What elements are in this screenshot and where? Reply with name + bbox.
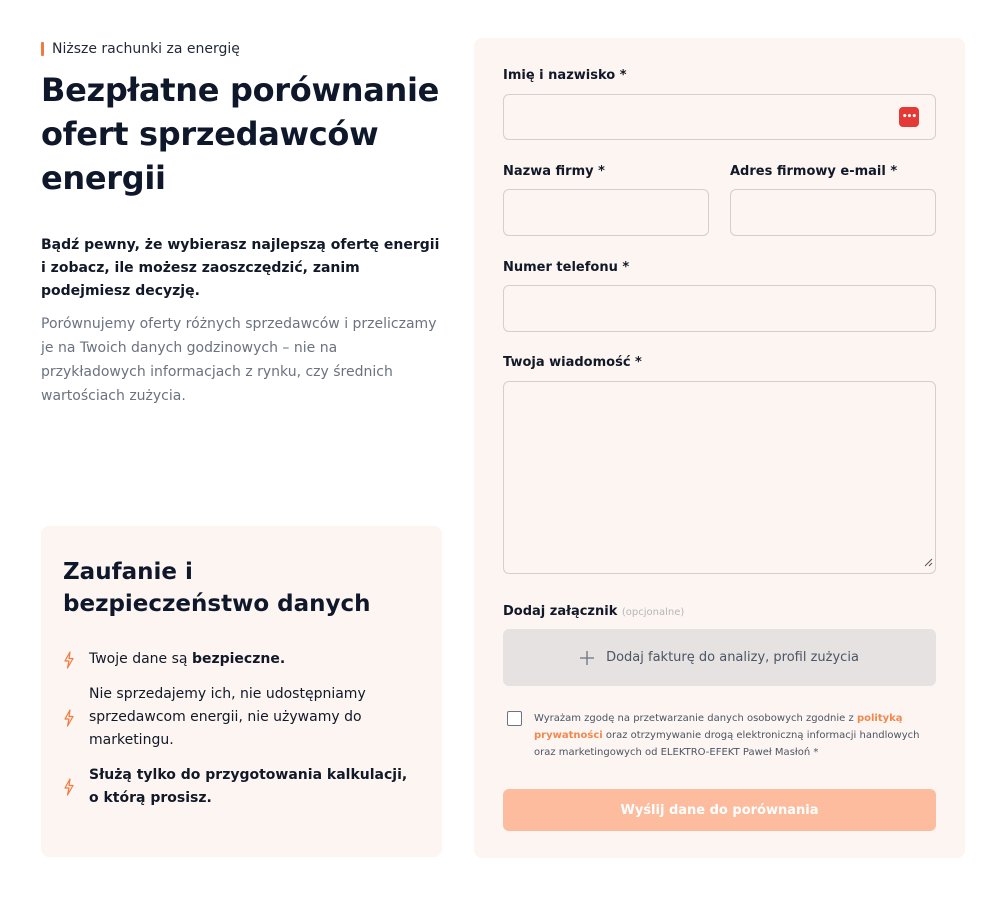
phone-input[interactable]	[504, 286, 935, 331]
eyebrow	[41, 41, 240, 57]
phone-field-wrapper	[503, 285, 936, 332]
lead-text: Bądź pewny, że wybierasz najlepszą ofertę energii i zobacz, ile możesz zaoszczędzić, zanim podejmiesz decyzję.	[41, 237, 440, 299]
privacy-policy-link[interactable]: polityką prywatności	[534, 713, 903, 741]
trust-panel	[41, 526, 442, 857]
attachment-optional-note: (opcjonalne)	[621, 607, 685, 618]
company-label: Nazwa firmy *	[503, 164, 605, 179]
eyebrow-accent-bar	[41, 42, 44, 56]
consent-checkbox[interactable]	[507, 711, 522, 726]
name-field-wrapper	[503, 94, 936, 140]
lightning-bolt-icon	[63, 778, 89, 796]
resize-handle-icon[interactable]	[924, 552, 933, 571]
consent-row	[507, 710, 937, 761]
email-input[interactable]	[731, 190, 935, 235]
trust-item-text: Twoje dane są bezpieczne.	[89, 651, 286, 667]
submit-button[interactable]: Wyślij dane do porównania	[503, 789, 936, 831]
phone-label: Numer telefonu *	[503, 260, 630, 275]
password-manager-icon[interactable]: •••	[899, 107, 919, 127]
add-attachment-label: Dodaj fakturę do analizy, profil zużycia	[606, 650, 859, 665]
company-field-wrapper	[503, 189, 709, 236]
eyebrow-text: Niższe rachunki za energię	[52, 41, 240, 57]
trust-item-no-sharing	[63, 683, 420, 752]
description-text: Porównujemy oferty różnych sprzedawców i przeliczamy je na Twoich danych godzinowych – nie na przykładowych informacjach z rynku, czy średnich wartościach zużycia.	[41, 316, 437, 404]
company-input[interactable]	[504, 190, 708, 235]
trust-item-safe	[63, 648, 420, 671]
message-field-wrapper	[503, 381, 936, 574]
plus-icon	[580, 651, 594, 665]
email-label: Adres firmowy e-mail *	[730, 164, 898, 179]
attachment-label: Dodaj załącznik (opcjonalne)	[503, 604, 685, 619]
name-input[interactable]	[504, 95, 935, 139]
comparison-form	[474, 38, 965, 858]
message-textarea[interactable]	[504, 382, 935, 573]
page-title: Bezpłatne porównanie ofert sprzedawców energii	[41, 71, 440, 197]
email-field-wrapper	[730, 189, 936, 236]
trust-item-purpose	[63, 764, 420, 810]
lightning-bolt-icon	[63, 709, 89, 727]
trust-item-text: Służą tylko do przygotowania kalkulacji, o którą prosisz.	[89, 767, 408, 806]
name-label: Imię i nazwisko *	[503, 68, 627, 83]
trust-list	[63, 648, 420, 810]
consent-text: Wyrażam zgodę na przetwarzanie danych osobowych zgodnie z polityką prywatności oraz otrzymywanie drogą elektroniczną informacji handlowych oraz marketingowych od ELEKTRO-EFEKT Paweł Masłoń *	[534, 713, 920, 758]
message-label: Twoja wiadomość *	[503, 355, 642, 370]
trust-item-text: Nie sprzedajemy ich, nie udostępniamy sprzedawcom energii, nie używamy do marketingu.	[89, 686, 366, 748]
lightning-bolt-icon	[63, 651, 89, 669]
trust-title: Zaufanie i bezpieczeństwo danych	[63, 559, 371, 617]
add-attachment-button[interactable]	[503, 629, 936, 686]
